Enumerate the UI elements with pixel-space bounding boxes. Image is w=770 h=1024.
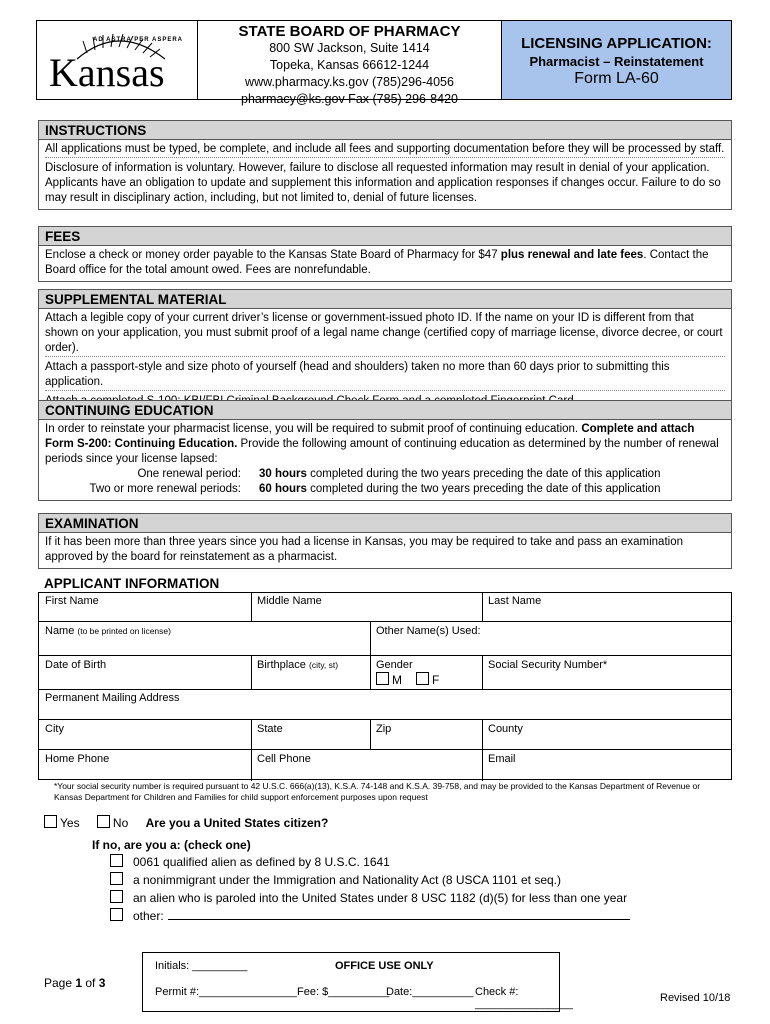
option-other: other:: [110, 907, 670, 925]
logo-motto: AD ASTRA PER ASPERA: [93, 37, 184, 43]
if-no-label: If no, are you a: (check one): [92, 838, 251, 852]
first-name-field[interactable]: First Name: [45, 595, 99, 607]
birthplace-field[interactable]: Birthplace (city, st): [257, 659, 339, 671]
ssn-note: *Your social security number is required pursuant to 42 U.S.C. 666(a)(13), K.S.A. 74-148 and K.S.A. 39-758, and may be provided to the Kansas Department of Revenue or Kansas Department for Children and Families for child support enforcement purposes upon request: [54, 781, 701, 802]
board-info: [198, 20, 502, 106]
continuing-education-section: [38, 400, 732, 501]
citizen-question-text: Are you a United States citizen?: [145, 816, 329, 830]
county-field[interactable]: County: [488, 723, 523, 735]
option-paroled: an alien who is paroled into the United States under 8 USC 1182 (d)(5) for less than one year: [110, 889, 670, 907]
instructions-section: [38, 120, 732, 210]
office-use-label: OFFICE USE ONLY: [335, 960, 434, 972]
form-title-box: [502, 20, 732, 100]
permit-field: Permit #:________________: [155, 986, 297, 998]
fees-section: [38, 226, 732, 282]
applicant-grid: [38, 592, 732, 780]
instructions-text-1: All applications must be typed, be complete, and include all fees and supporting documentation before they will be processed by staff.: [45, 143, 725, 155]
home-phone-field[interactable]: Home Phone: [45, 753, 110, 765]
last-name-field[interactable]: Last Name: [488, 595, 542, 607]
check-field: Check #: ________________: [475, 986, 573, 1010]
ce-row-2: Two or more renewal periods: 60 hours completed during the two years preceding the date of this application: [89, 483, 661, 495]
form-subtitle: Pharmacist – Reinstatement: [529, 54, 704, 69]
revised-date: Revised 10/18: [660, 992, 731, 1004]
date-field: Date:__________: [386, 986, 474, 998]
instructions-text-2: Disclosure of information is voluntary. However, failure to disclose all requested information may result in denial of your application. Applicants have an obligation to update and supplement this information and application responses if changes occur. Failure to do so may result in disciplinary action, including, but not limited to, denial of future licenses.: [45, 157, 725, 206]
cell-phone-field[interactable]: Cell Phone: [257, 753, 311, 765]
other-names-field[interactable]: Other Name(s) Used:: [376, 625, 481, 637]
exam-text: If it has been more than three years since you had a license in Kansas, you may be required to take and pass an examination approved by the board for reinstatement as a pharmacist.: [45, 536, 683, 563]
examination-section: [38, 513, 732, 569]
citizen-yes-checkbox[interactable]: [44, 815, 57, 828]
ssn-field[interactable]: Social Security Number*: [488, 659, 608, 671]
section-heading: INSTRUCTIONS: [39, 121, 731, 140]
supplemental-text-1: Attach a legible copy of your current driver’s license or government-issued photo ID. If the name on your ID is different from that shown on your application, you must submit proof of a legal name change (certified copy of marriage license, divorce decree, or court order).: [45, 312, 723, 354]
logo-text: Kansas: [49, 50, 165, 95]
citizenship-question: Yes No Are you a United States citizen?: [44, 815, 328, 830]
ce-row-1: One renewal period: 30 hours completed during the two years preceding the date of this application: [137, 468, 661, 480]
zip-field[interactable]: Zip: [376, 723, 392, 735]
address-line-3: www.pharmacy.ks.gov (785)296-4056: [245, 75, 454, 89]
form-number: Form LA-60: [574, 70, 659, 87]
license-name-field[interactable]: Name (to be printed on license): [45, 625, 171, 637]
logo-box: [36, 20, 198, 100]
section-heading: SUPPLEMENTAL MATERIAL: [39, 290, 731, 309]
email-field[interactable]: Email: [488, 753, 516, 765]
middle-name-field[interactable]: Middle Name: [257, 595, 322, 607]
section-heading: CONTINUING EDUCATION: [39, 401, 731, 420]
office-use-box: [142, 952, 573, 1012]
citizen-no-checkbox[interactable]: [97, 815, 110, 828]
option-nonimmigrant: a nonimmigrant under the Immigration and Nationality Act (8 USCA 1101 et seq.): [110, 871, 670, 889]
other-input-line[interactable]: [168, 907, 630, 920]
fees-text: Enclose a check or money order payable to the Kansas State Board of Pharmacy for $47 plus renewal and late fees. Contact the Board office for the total amount owed. Fees are nonrefundable.: [45, 249, 709, 276]
nonimmigrant-checkbox[interactable]: [110, 872, 123, 885]
page-number: Page 1 of 3: [44, 976, 106, 990]
male-checkbox[interactable]: [376, 672, 389, 685]
supplemental-text-2: Attach a passport-style and size photo of yourself (head and shoulders) taken no more than 60 days prior to submitting this application.: [45, 356, 725, 390]
state-field[interactable]: State: [257, 723, 283, 735]
applicant-heading: APPLICANT INFORMATION: [44, 576, 220, 591]
fee-field: Fee: $__________: [297, 986, 390, 998]
supplemental-section: [38, 289, 732, 413]
option-qualified-alien: 0061 qualified alien as defined by 8 U.S.C. 1641: [110, 853, 670, 871]
qualified-alien-checkbox[interactable]: [110, 854, 123, 867]
address-line-2: Topeka, Kansas 66612-1244: [269, 58, 430, 72]
alien-options: [110, 853, 670, 925]
mailing-address-field[interactable]: Permanent Mailing Address: [45, 692, 180, 704]
other-checkbox[interactable]: [110, 908, 123, 921]
gender-field: Gender M F: [376, 659, 440, 687]
address-line-1: 800 SW Jackson, Suite 1414: [269, 41, 430, 55]
section-heading: FEES: [39, 227, 731, 246]
address-line-4: pharmacy@ks.gov Fax (785) 296-8420: [241, 92, 458, 106]
ce-text: In order to reinstate your pharmacist license, you will be required to submit proof of continuing education. Complete and attach Form S-200: Continuing Education. Provide the following amount of continuing education as determined by the number of renewal periods since your license lapsed:: [45, 423, 719, 465]
female-checkbox[interactable]: [416, 672, 429, 685]
city-field[interactable]: City: [45, 723, 64, 735]
initials-field: Initials: _________: [155, 960, 248, 972]
paroled-checkbox[interactable]: [110, 890, 123, 903]
section-heading: EXAMINATION: [39, 514, 731, 533]
dob-field[interactable]: Date of Birth: [45, 659, 107, 671]
board-name: STATE BOARD OF PHARMACY: [238, 23, 461, 40]
form-title: LICENSING APPLICATION:: [521, 35, 712, 52]
